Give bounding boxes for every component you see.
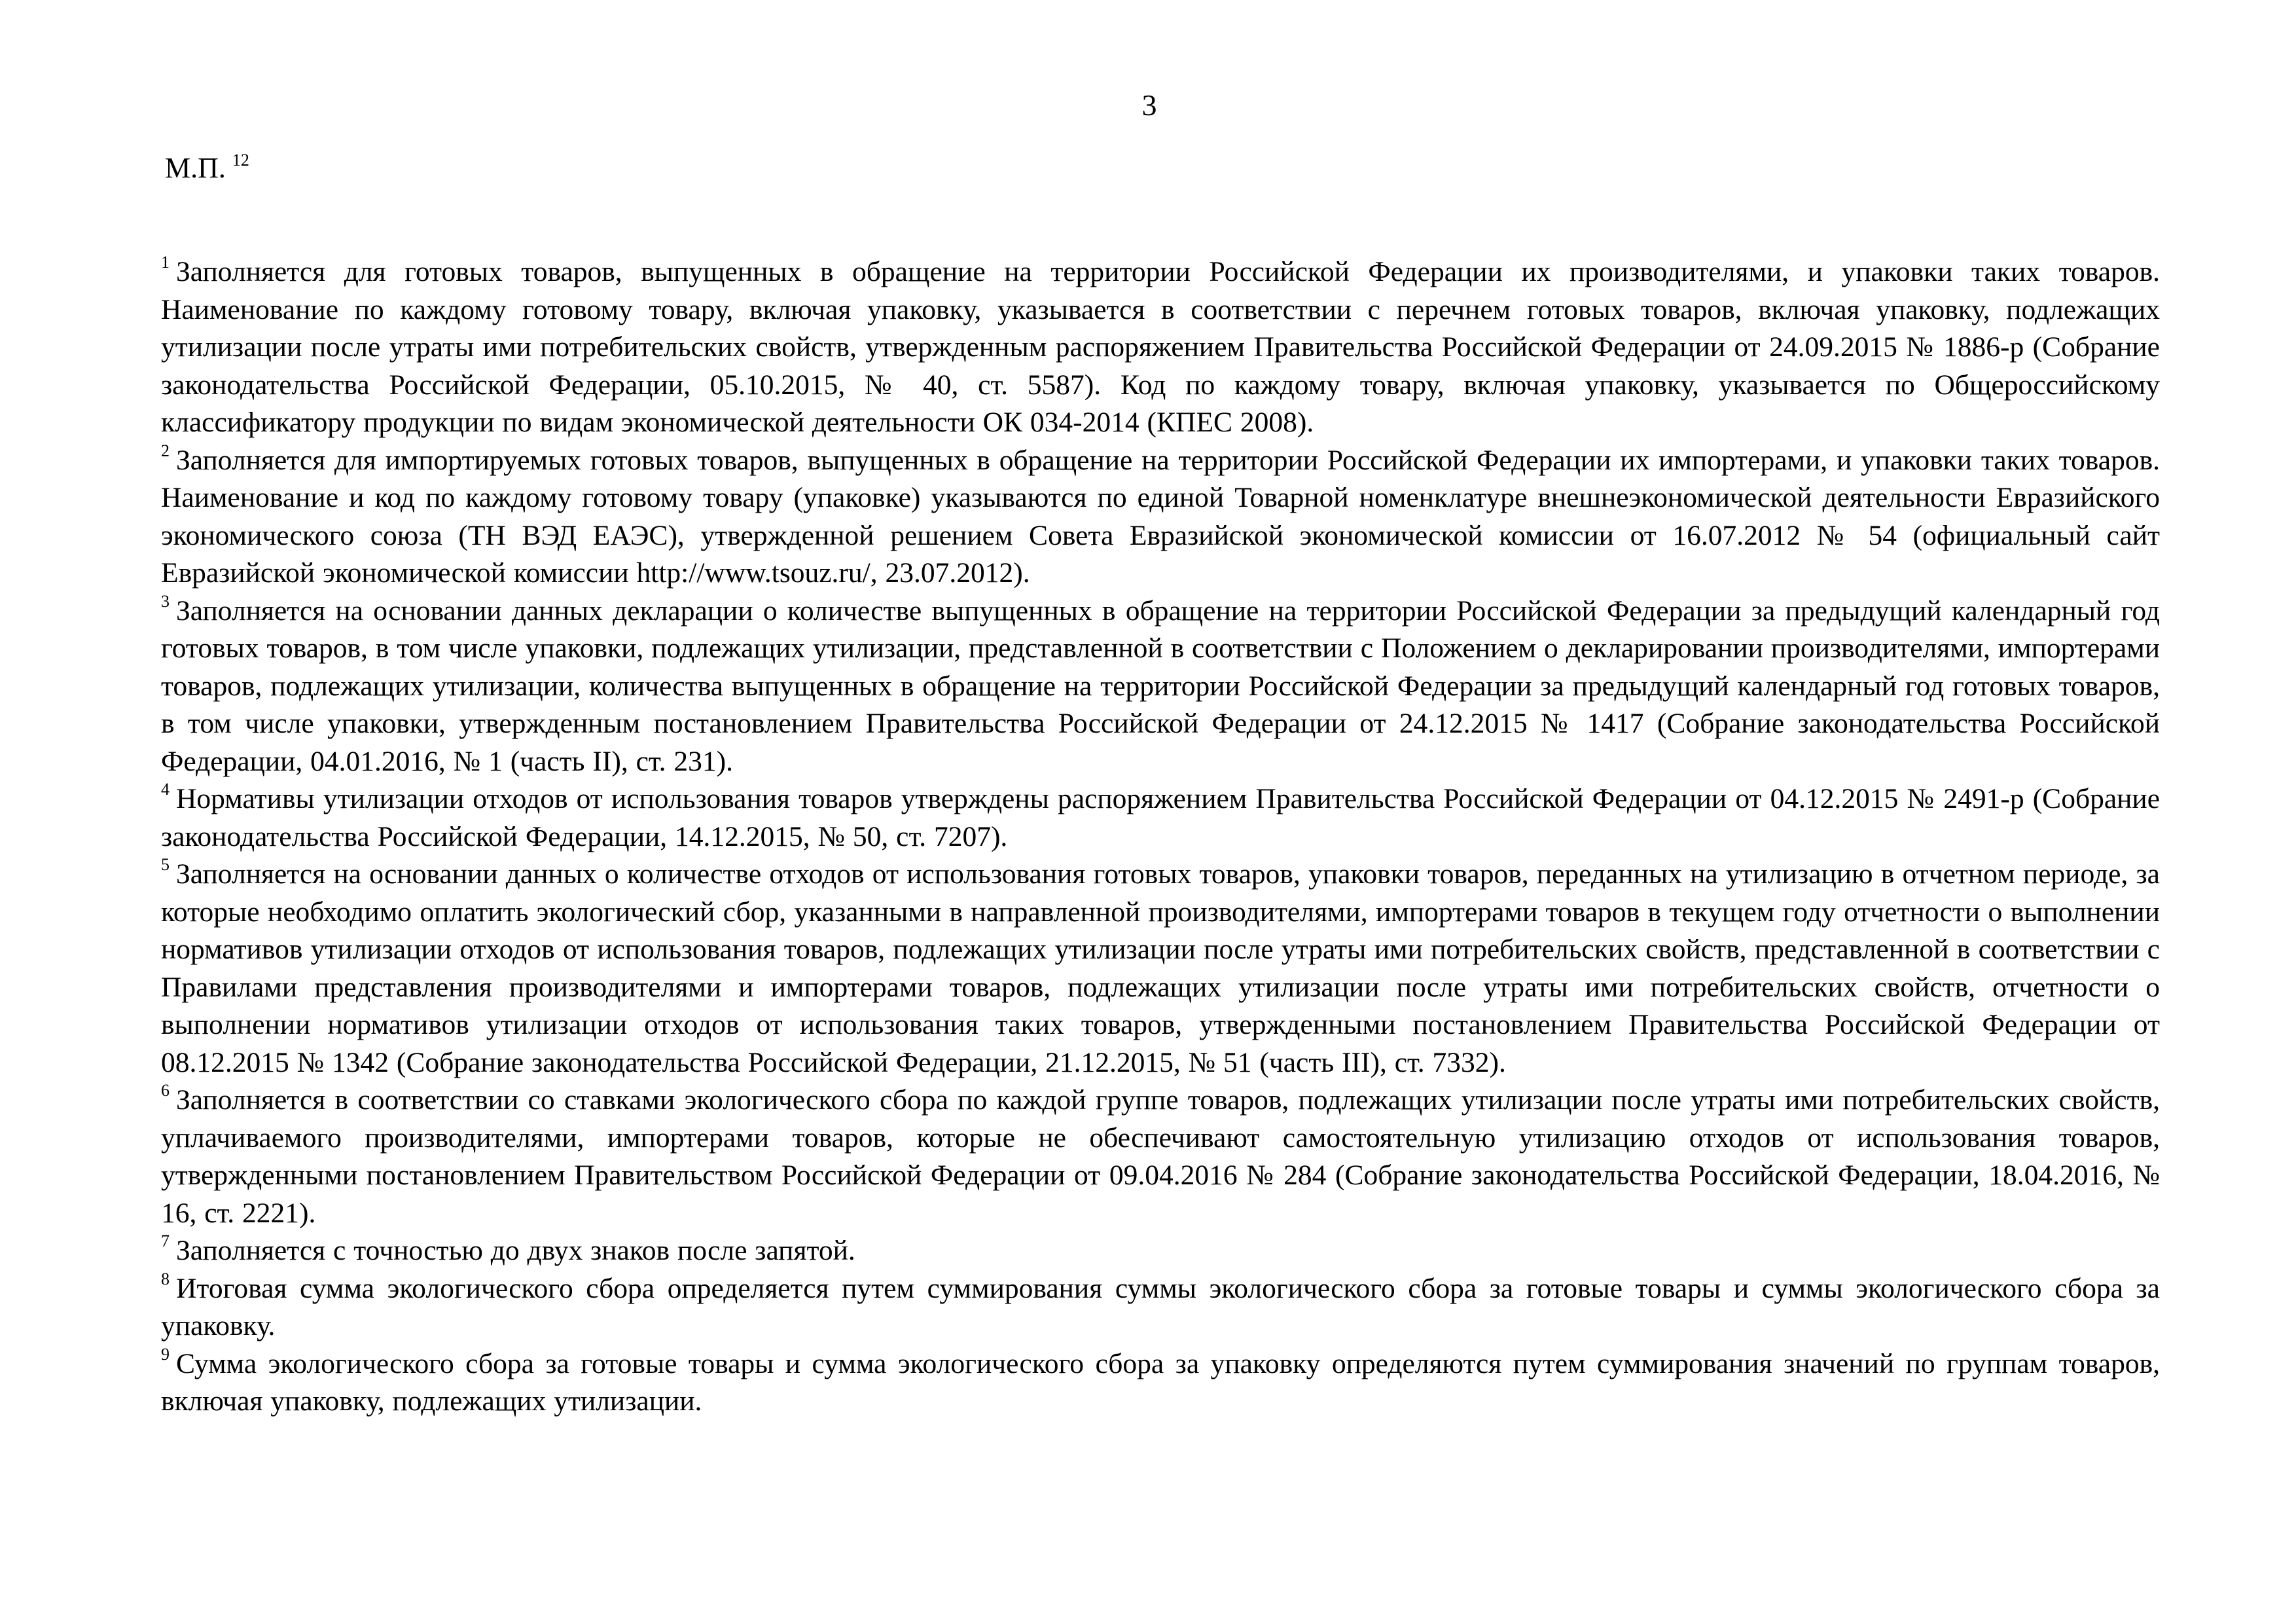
- footnote-marker: 3: [161, 591, 170, 611]
- footnote-3: [161, 593, 2160, 781]
- footnote-marker: 9: [161, 1344, 170, 1364]
- footnote-4: [161, 780, 2160, 856]
- footnote-marker: 8: [161, 1269, 170, 1288]
- footnote-marker: 4: [161, 780, 170, 799]
- footnote-2: [161, 442, 2160, 593]
- footnote-text: Заполняется для готовых товаров, выпущенных в обращение на территории Российской Федерации их производителями, и упаковки таких товаров. Наименование по каждому готовому товару, включая упаковку, указывается в соответствии с перечнем готовых товаров, включая упаковку, подлежащих утилизации после утраты ими потребительских свойств, утвержденным распоряжением Правительства Российской Федерации от 24.09.2015 № 1886-р (Собрание законодательства Российской Федерации, 05.10.2015, № 40, ст. 5587). Код по каждому товару, включая упаковку, указывается по Общероссийскому классификатору продукции по видам экономической деятельности ОК 034-2014 (КПЕС 2008).: [161, 256, 2160, 438]
- footnote-text: Заполняется для импортируемых готовых товаров, выпущенных в обращение на территории Российской Федерации их импортерами, и упаковки таких товаров. Наименование и код по каждому готовому товару (упаковке) указываются по единой Товарной номенклатуре внешнеэкономической деятельности Евразийского экономического союза (ТН ВЭД ЕАЭС), утвержденной решением Совета Евразийской экономической комиссии от 16.07.2012 № 54 (официальный сайт Евразийской экономической комиссии http://www.tsouz.ru/, 23.07.2012).: [161, 444, 2160, 589]
- footnote-text: Нормативы утилизации отходов от использования товаров утверждены распоряжением Правительства Российской Федерации от 04.12.2015 № 2491-р (Собрание законодательства Российской Федерации, 14.12.2015, № 50, ст. 7207).: [161, 783, 2160, 852]
- footnote-5: [161, 856, 2160, 1082]
- footnote-marker: 5: [161, 855, 170, 874]
- footnotes-section: [161, 253, 2160, 1421]
- footnote-marker: 7: [161, 1231, 170, 1250]
- footnote-marker: 6: [161, 1081, 170, 1100]
- footnote-marker: 2: [161, 441, 170, 460]
- footnote-1: [161, 253, 2160, 442]
- footnote-9: [161, 1345, 2160, 1421]
- footnote-6: [161, 1082, 2160, 1232]
- footnote-7: [161, 1232, 2160, 1270]
- page-number: 3: [1141, 88, 1157, 122]
- footnote-text: Сумма экологического сбора за готовые товары и сумма экологического сбора за упаковку определяются путем суммирования значений по группам товаров, включая упаковку, подлежащих утилизации.: [161, 1347, 2160, 1417]
- stamp-footnote-marker: 12: [232, 151, 249, 170]
- stamp-label: М.П.: [165, 152, 226, 184]
- footnote-text: Заполняется на основании данных декларации о количестве выпущенных в обращение на территории Российской Федерации за предыдущий календарный год готовых товаров, в том числе упаковки, подлежащих утилизации, представленной в соответствии с Положением о декларировании производителями, импортерами товаров, подлежащих утилизации, количества выпущенных в обращение на территории Российской Федерации за предыдущий календарный год готовых товаров, в том числе упаковки, утвержденным постановлением Правительства Российской Федерации от 24.12.2015 № 1417 (Собрание законодательства Российской Федерации, 04.01.2016, № 1 (часть II), ст. 231).: [161, 594, 2160, 777]
- footnote-text: Заполняется на основании данных о количестве отходов от использования готовых товаров, упаковки товаров, переданных на утилизацию в отчетном периоде, за которые необходимо оплатить экологический сбор, указанными в направленной производителями, импортерами товаров в текущем году отчетности о выполнении нормативов утилизации отходов от использования товаров, подлежащих утилизации после утраты ими потребительских свойств, представленной в соответствии с Правилами представления производителями и импортерами товаров, подлежащих утилизации после утраты ими потребительских свойств, отчетности о выполнении нормативов утилизации отходов от использования таких товаров, утвержденными постановлением Правительства Российской Федерации от 08.12.2015 № 1342 (Собрание законодательства Российской Федерации, 21.12.2015, № 51 (часть III), ст. 7332).: [161, 858, 2160, 1078]
- footnote-8: [161, 1270, 2160, 1345]
- footnote-text: Заполняется с точностью до двух знаков после запятой.: [176, 1235, 855, 1266]
- footnote-marker: 1: [161, 253, 170, 272]
- stamp-line: [165, 152, 249, 183]
- footnote-text: Заполняется в соответствии со ставками экологического сбора по каждой группе товаров, подлежащих утилизации после утраты ими потребительских свойств, уплачиваемого производителями, импортерами товаров, которые не обеспечивают самостоятельную утилизацию отходов от использования товаров, утвержденными постановлением Правительством Российской Федерации от 09.04.2016 № 284 (Собрание законодательства Российской Федерации, 18.04.2016, № 16, ст. 2221).: [161, 1084, 2160, 1229]
- footnote-text: Итоговая сумма экологического сбора определяется путем суммирования суммы экологического сбора за готовые товары и суммы экологического сбора за упаковку.: [161, 1272, 2160, 1341]
